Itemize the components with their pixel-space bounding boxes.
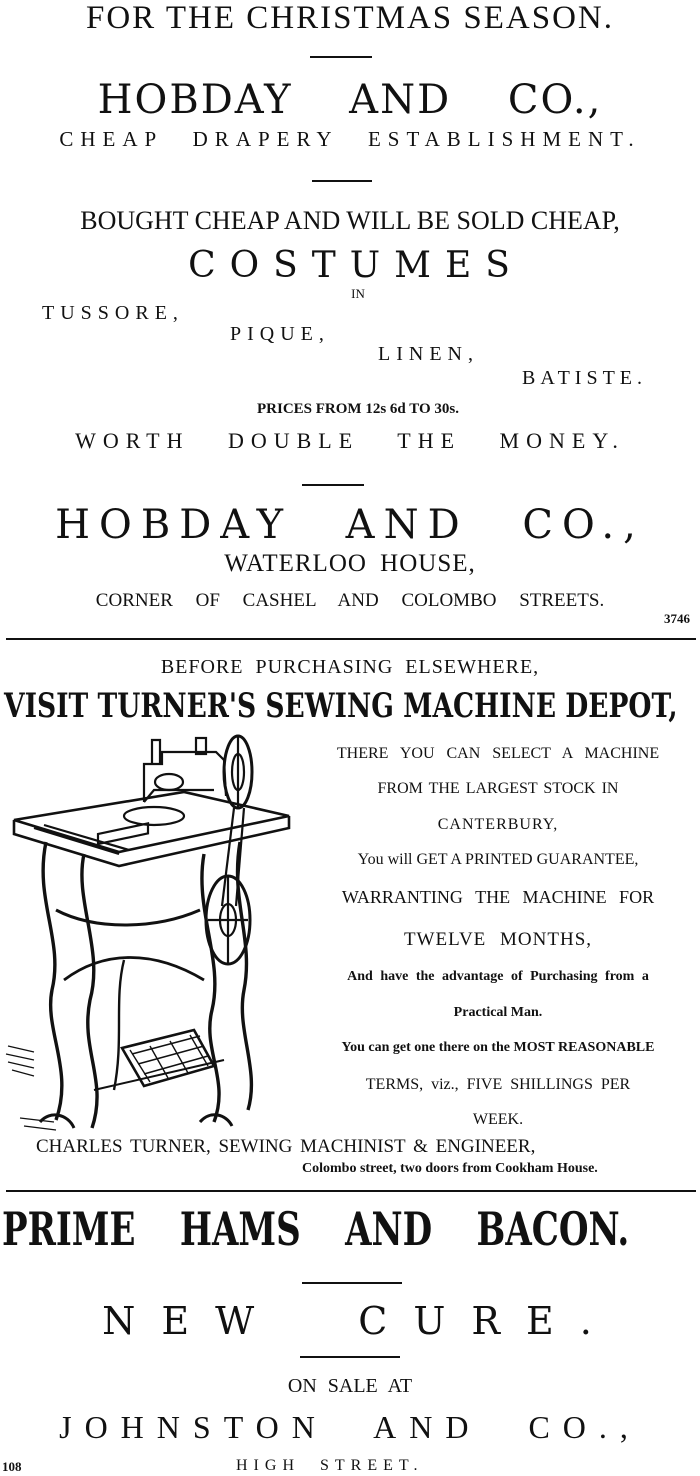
turner-intro: BEFORE PURCHASING ELSEWHERE, — [160, 656, 540, 678]
fabric-pique: PIQUE, — [230, 323, 330, 345]
fabric-batiste: BATISTE. — [522, 367, 647, 389]
bought-cheap-line: BOUGHT CHEAP AND WILL BE SOLD CHEAP, — [80, 206, 620, 235]
section-divider — [6, 1190, 696, 1192]
prime-hams-headline: PRIME HAMS AND BACON. — [2, 1202, 630, 1256]
worth-double-line: WORTH DOUBLE THE MONEY. — [75, 428, 625, 453]
price-range: PRICES FROM 12s 6d TO 30s. — [257, 401, 459, 417]
hobday-tagline: CHEAP DRAPERY ESTABLISHMENT. — [59, 127, 641, 151]
divider — [312, 180, 372, 182]
waterloo-house: WATERLOO HOUSE, — [224, 550, 476, 577]
high-street: HIGH STREET. — [236, 1457, 424, 1474]
turner-line-1: THERE YOU CAN SELECT A MACHINE — [336, 745, 660, 762]
on-sale-at: ON SALE AT — [287, 1375, 413, 1397]
turner-line-4: You will GET A PRINTED GUARANTEE, — [357, 851, 639, 868]
turner-line-6: TWELVE MONTHS, — [403, 929, 593, 950]
hobday-address: CORNER OF CASHEL AND COLOMBO STREETS. — [95, 590, 605, 611]
turner-line-5: WARRANTING THE MACHINE FOR — [341, 887, 655, 907]
divider — [302, 484, 364, 486]
turner-line-2: FROM THE LARGEST STOCK IN — [377, 780, 619, 797]
new-cure: NEW CURE. — [102, 1299, 618, 1343]
turner-line-11: WEEK. — [472, 1111, 524, 1128]
hobday-firm-name-2: HOBDAY AND CO., — [55, 502, 645, 548]
fabric-linen: LINEN, — [378, 343, 479, 365]
sewing-machine-illustration — [4, 730, 294, 1135]
costumes-heading: COSTUMES — [188, 245, 524, 286]
page-number: 108 — [2, 1459, 22, 1474]
divider — [310, 56, 372, 58]
turner-line-8: Practical Man. — [453, 1005, 543, 1020]
turner-line-3: CANTERBURY, — [437, 816, 559, 833]
turner-line-10: TERMS, viz., FIVE SHILLINGS PER — [365, 1076, 631, 1093]
hobday-firm-name: HOBDAY AND CO., — [97, 77, 603, 123]
johnston-firm-name: JOHNSTON AND CO., — [59, 1409, 641, 1445]
turner-signature: CHARLES TURNER, SEWING MACHINIST & ENGINEER, — [36, 1136, 536, 1157]
section-divider — [6, 638, 696, 640]
turner-line-9: You can get one there on the MOST REASONABLE — [341, 1040, 655, 1055]
divider — [302, 1282, 402, 1284]
fabric-tussore: TUSSORE, — [42, 302, 184, 324]
turner-signature-address: Colombo street, two doors from Cookham House. — [302, 1161, 598, 1176]
ad-number: 3746 — [664, 611, 690, 626]
in-word: IN — [351, 286, 365, 301]
turner-headline: VISIT TURNER'S SEWING MACHINE DEPOT, — [4, 686, 678, 726]
turner-line-7: And have the advantage of Purchasing from a — [347, 969, 649, 984]
divider — [300, 1356, 400, 1358]
hobday-headline: FOR THE CHRISTMAS SEASON. — [86, 0, 614, 36]
